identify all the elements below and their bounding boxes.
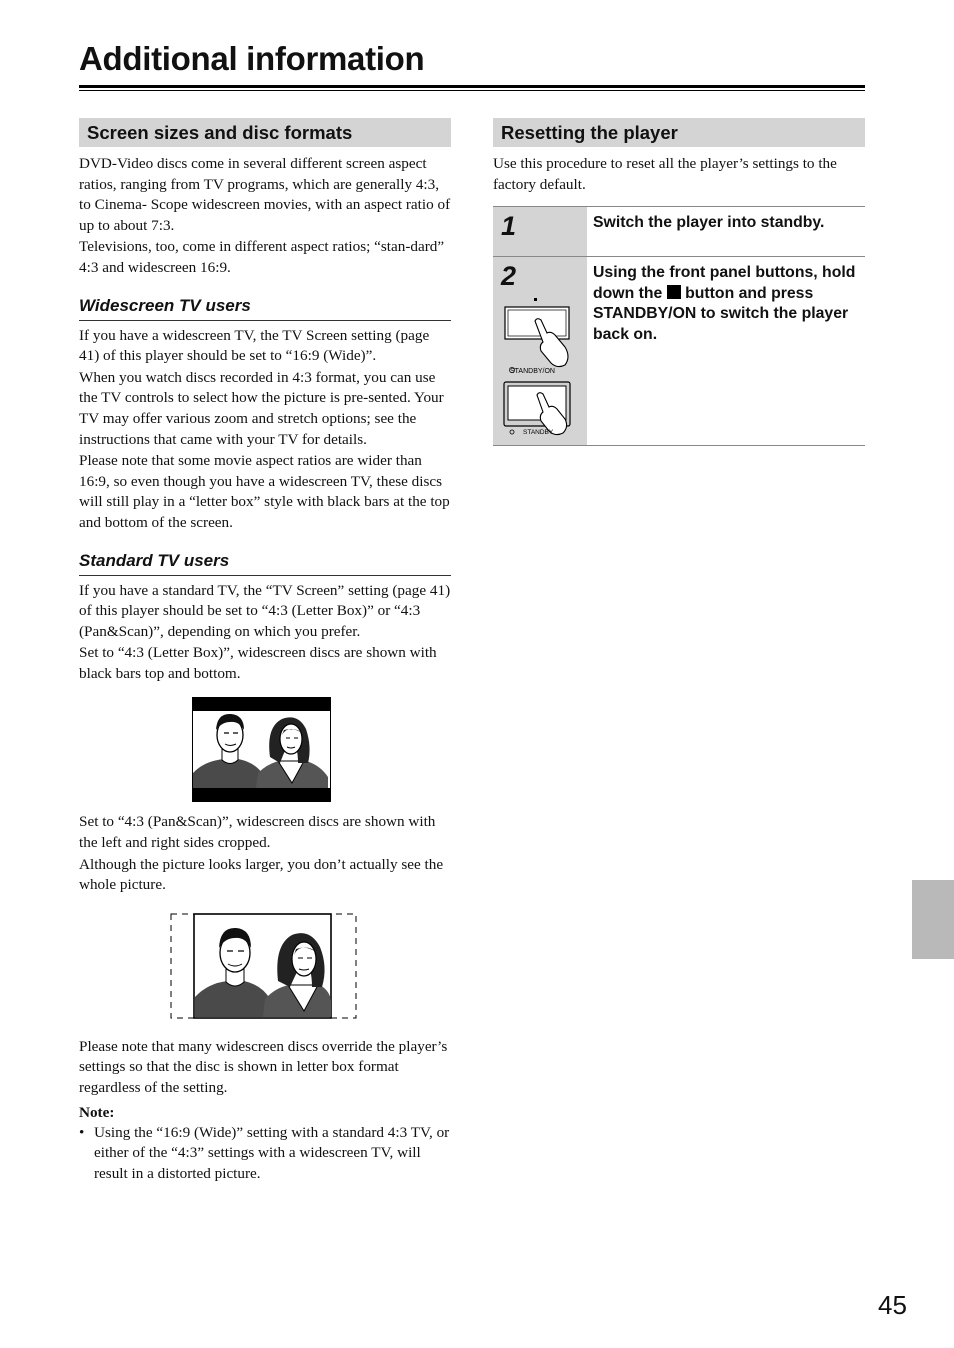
paragraph: Televisions, too, come in different aspect ratios; “stan-dard” 4:3 and widescreen 16:9. [79,238,445,276]
widescreen-heading: Widescreen TV users [79,296,451,321]
note-bullet [79,1123,451,1185]
letterbox-figure [79,697,451,802]
step-number-cell [493,257,587,445]
reset-intro [493,154,865,195]
note-label: Note: [79,1103,115,1121]
page-title: Additional information [79,40,425,77]
standby-label: STANDBY [523,429,554,437]
panscan-figure [79,913,451,1020]
step-number-cell [493,207,587,256]
step-text-after: button and press STANDBY/ON to switch the player back on. [593,284,849,343]
stop-icon [667,285,681,299]
section-title-resetting: Resetting the player [493,118,865,147]
paragraph: If you have a standard TV, the “TV Screen” setting (page 41) of this player should be set to “4:3 (Letter Box)” or “4:3 (Pan&Scan)”, depending on which you prefer. [79,581,451,640]
step-text: Switch the player into standby. [593,214,825,232]
title-rule-thin [79,90,865,91]
paragraph: Set to “4:3 (Letter Box)”, widescreen discs are shown with black bars top and bottom. [79,644,437,682]
closing-text [79,1037,451,1099]
panscan-illustration [170,913,357,1020]
letterbox-illustration [192,697,331,802]
paragraph: Although the picture looks larger, you don’t actually see the whole picture. [79,855,444,894]
paragraph: DVD-Video discs come in several different screen aspect ratios, ranging from TV programs, which are generally 4:3, to Cinema- Scope widescreen movies, with an aspect ratio of up to about 7:3. [79,155,451,234]
thumb-index-tab [912,880,954,959]
paragraph: Please note that many widescreen discs override the player’s settings so that the disc is shown in letter box format regardless of the setting. [79,1037,448,1097]
page-number: 45 [878,1290,907,1320]
paragraph: If you have a widescreen TV, the TV Screen setting (page 41) of this player should be set to “16:9 (Wide)”. [79,326,430,365]
widescreen-text [79,326,451,534]
paragraph: When you watch discs recorded in 4:3 format, you can use the TV controls to select how the picture is pre-sented. Your TV may offer various zoom and stretch options; see the instructions that came with your TV for details. [79,368,444,448]
steps-table [493,206,865,446]
paragraph: Set to “4:3 (Pan&Scan)”, widescreen discs are shown with the left and right sides cropped. [79,813,436,852]
intro-text [79,154,451,279]
title-rule [79,85,865,88]
note-text: Using the “16:9 (Wide)” setting with a standard 4:3 TV, or either of the “4:3” settings with a widescreen TV, will result in a distorted picture. [94,1123,450,1182]
step-number: 2 [501,261,517,292]
paragraph: Please note that some movie aspect ratios are wider than 16:9, so even though you have a widescreen TV, these discs will still play in a “letter box” style with black bars at the top and bottom of the screen. [79,452,450,531]
section-title-screen-sizes: Screen sizes and disc formats [79,118,451,147]
front-panel-illustration [501,295,581,440]
step-text [587,257,865,445]
paragraph: Use this procedure to reset all the player’s settings to the factory default. [493,155,837,193]
standard-heading: Standard TV users [79,551,451,576]
left-column [79,118,451,1184]
step-2 [493,257,865,446]
right-column [493,118,865,446]
step-number: 1 [501,211,517,242]
bullet-dot: • [79,1123,85,1141]
step-text-before: Using the front panel buttons, hold down the [593,264,856,302]
panscan-text [79,812,451,895]
standby-on-label: STANDBY/ON [510,368,555,376]
step-1 [493,207,865,257]
standard-text [79,581,451,685]
